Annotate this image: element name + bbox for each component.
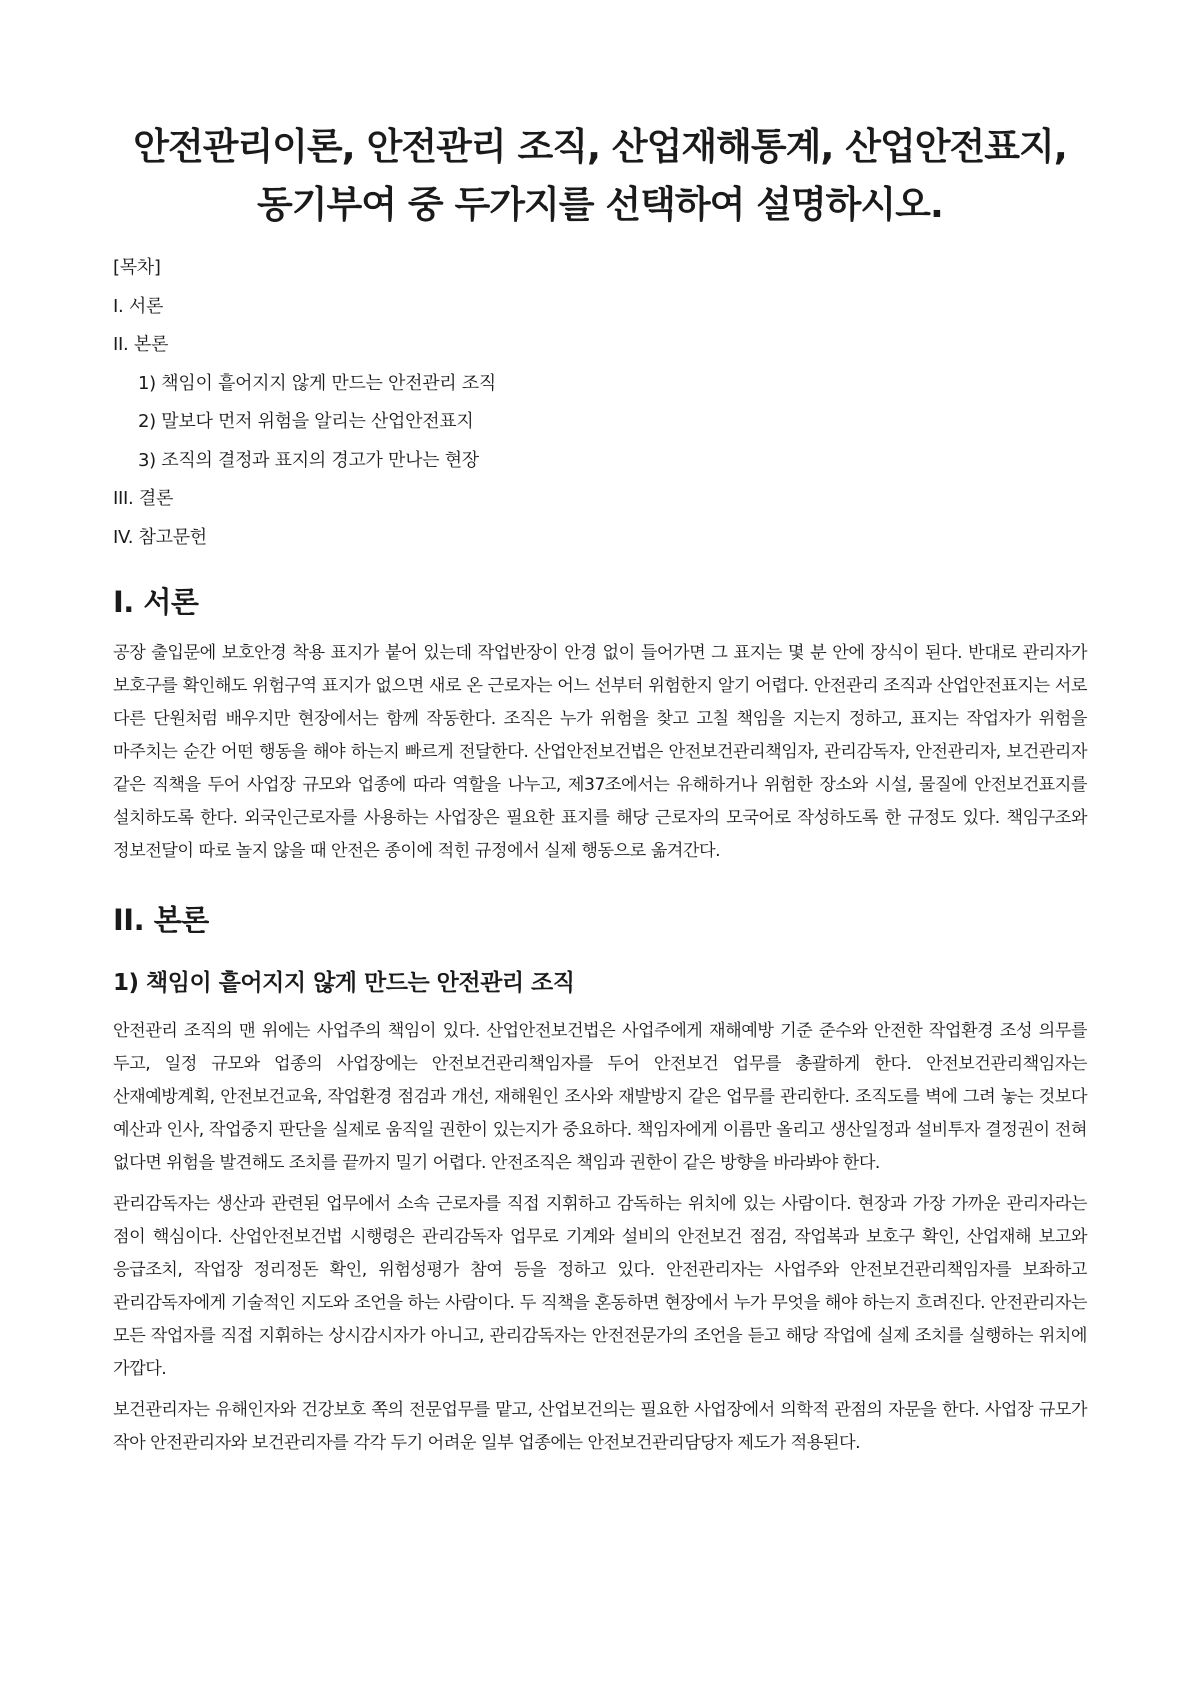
toc-item-intro: I. 서론 <box>113 295 164 317</box>
subsection-heading-1: 1) 책임이 흩어지지 않게 만드는 안전관리 조직 <box>113 969 575 996</box>
toc-item-body-2: 2) 말보다 먼저 위험을 알리는 산업안전표지 <box>138 411 474 432</box>
body-paragraph: 관리감독자는 생산과 관련된 업무에서 소속 근로자를 직접 지휘하고 감독하는 위치에 있는 사람이다. 현장과 가장 가까운 관리자라는 점이 핵심이다. 산업안전보건법 시행령은 관리감독자 업무로 기계와 설비의 안전보건 점검, 작업복과 보호구 확인, 산업재해 보고와 응급조치, 작업장 정리정돈 확인, 위험성평가 참여 등을 정하고 있다. 안전관리자는 사업주와 안전보건관리책임자를 보좌하고 관리감독자에게 기술적인 지도와 조언을 하는 사람이다. 두 직책을 혼동하면 현장에서 누가 무엇을 해야 하는지 흐려진다. 안전관리자는 모든 작업자를 직접 지휘하는 상시감시자가 아니고, 관리감독자는 안전전문가의 조언을 듣고 해당 작업에 실제 조치를 실행하는 위치에 가깝다. <box>113 1193 1087 1379</box>
toc-item-conclusion: III. 결론 <box>113 488 174 509</box>
intro-paragraph: 공장 출입문에 보호안경 착용 표지가 붙어 있는데 작업반장이 안경 없이 들어가면 그 표지는 몇 분 안에 장식이 된다. 반대로 관리자가 보호구를 확인해도 위험구역 표지가 없으면 새로 온 근로자는 어느 선부터 위험한지 알기 어렵다. 안전관리 조직과 산업안전표지는 서로 다른 단원처럼 배우지만 현장에서는 함께 작동한다. 조직은 누가 위험을 찾고 고칠 책임을 지는지 정하고, 표지는 작업자가 위험을 마주치는 순간 어떤 행동을 해야 하는지 빠르게 전달한다. 산업안전보건법은 안전보건관리책임자, 관리감독자, 안전관리자, 보건관리자 같은 직책을 두어 사업장 규모와 업종에 따라 역할을 나누고, 제37조에서는 유해하거나 위험한 장소와 시설, 물질에 안전보건표지를 설치하도록 한다. 외국인근로자를 사용하는 사업장은 필요한 표지를 해당 근로자의 모국어로 작성하도록 한 규정도 있다. 책임구조와 정보전달이 따로 놀지 않을 때 안전은 종이에 적힌 규정에서 실제 행동으로 옮겨간다. <box>113 642 1087 861</box>
toc-item-references: IV. 참고문헌 <box>113 526 207 548</box>
toc-item-body: II. 본론 <box>113 334 169 355</box>
toc-heading: [목차] <box>113 257 161 278</box>
document-title: 안전관리이론, 안전관리 조직, 산업재해통계, 산업안전표지, 동기부여 중 두가지를 선택하여 설명하시오. <box>133 125 1067 226</box>
toc-item-body-1: 1) 책임이 흩어지지 않게 만드는 안전관리 조직 <box>138 372 496 394</box>
body-paragraph: 안전관리 조직의 맨 위에는 사업주의 책임이 있다. 산업안전보건법은 사업주에게 재해예방 기준 준수와 안전한 작업환경 조성 의무를 두고, 일정 규모와 업종의 사업장에는 안전보건관리책임자를 두어 안전보건 업무를 총괄하게 한다. 안전보건관리책임자는 산재예방계획, 안전보건교육, 작업환경 점검과 개선, 재해원인 조사와 재발방지 같은 업무를 관리한다. 조직도를 벽에 그려 놓는 것보다 예산과 인사, 작업중지 판단을 실제로 움직일 권한이 있는지가 중요하다. 책임자에게 이름만 올리고 생산일정과 설비투자 결정권이 전혀 없다면 위험을 발견해도 조치를 끝까지 밀기 어렵다. 안전조직은 책임과 권한이 같은 방향을 바라봐야 한다. <box>113 1020 1087 1173</box>
section-heading-body: II. 본론 <box>113 902 209 937</box>
toc-item-body-3: 3) 조직의 결정과 표지의 경고가 만나는 현장 <box>138 449 479 471</box>
table-of-contents <box>113 256 1087 550</box>
body-paragraph: 보건관리자는 유해인자와 건강보호 쪽의 전문업무를 맡고, 산업보건의는 필요한 사업장에서 의학적 관점의 자문을 한다. 사업장 규모가 작아 안전관리자와 보건관리자를 각각 두기 어려운 일부 업종에는 안전보건관리담당자 제도가 적용된다. <box>113 1399 1087 1453</box>
section-heading-intro: I. 서론 <box>113 584 199 619</box>
